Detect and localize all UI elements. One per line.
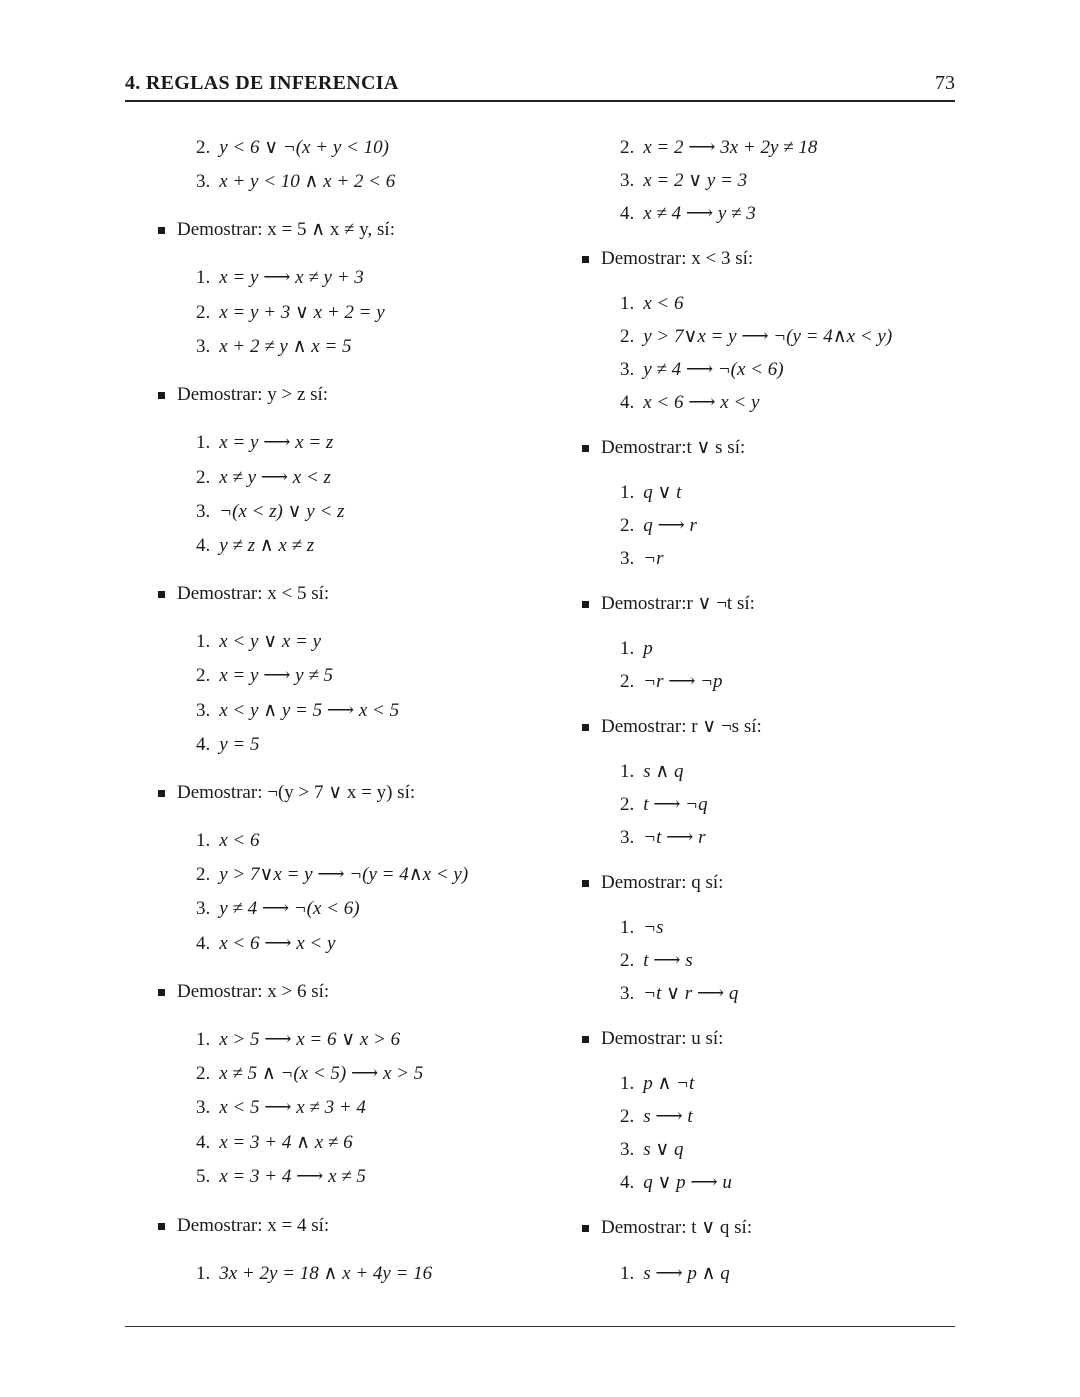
premise-formula: 3x + 2y = 18 ∧ x + 4y = 16 — [219, 1263, 433, 1284]
page-number: 73 — [935, 72, 955, 94]
premise-formula: s ⟶ t — [643, 1106, 693, 1127]
premise-item — [196, 431, 333, 455]
premise-number: 1. — [196, 1029, 211, 1050]
premise-item — [620, 949, 693, 973]
premise-number: 3. — [196, 501, 211, 522]
premise-number: 2. — [620, 794, 635, 815]
premise-formula: x = 2 ⟶ 3x + 2y ≠ 18 — [643, 137, 818, 158]
premise-number: 1. — [196, 267, 211, 288]
premise-number: 4. — [196, 535, 211, 556]
premise-formula: s ∨ q — [643, 1139, 684, 1160]
premise-item — [196, 897, 360, 921]
premise-formula: q ∨ p ⟶ u — [643, 1172, 732, 1193]
premise-number: 1. — [620, 1073, 635, 1094]
heading-text: Demostrar: x < 5 sí: — [177, 583, 330, 604]
premise-formula: x ≠ y ⟶ x < z — [219, 467, 331, 488]
heading-text: Demostrar: y > z sí: — [177, 384, 329, 405]
premise-formula: y > 7∨x = y ⟶ ¬(y = 4∧x < y) — [219, 864, 469, 885]
exercise-heading — [177, 980, 329, 1004]
premise-formula: x < 6 — [219, 830, 260, 851]
premise-formula: y ≠ z ∧ x ≠ z — [219, 535, 315, 556]
premise-formula: t ⟶ s — [643, 950, 693, 971]
exercise-heading — [601, 1216, 752, 1240]
heading-text: Demostrar:t ∨ s sí: — [601, 437, 746, 458]
premise-number: 4. — [620, 392, 635, 413]
premise-number: 4. — [196, 1132, 211, 1153]
premise-number: 2. — [620, 515, 635, 536]
premise-formula: ¬t ⟶ r — [643, 827, 706, 848]
premise-formula: x = y ⟶ y ≠ 5 — [219, 665, 334, 686]
premise-number: 2. — [620, 671, 635, 692]
premise-item — [620, 670, 723, 694]
exercise-heading — [177, 582, 329, 606]
heading-text: Demostrar: x = 4 sí: — [177, 1215, 330, 1236]
heading-text: Demostrar: q sí: — [601, 872, 724, 893]
premise-formula: s ⟶ p ∧ q — [643, 1263, 730, 1284]
premise-formula: t ⟶ ¬q — [643, 794, 708, 815]
premise-number: 2. — [620, 137, 635, 158]
exercise-heading — [177, 781, 415, 805]
premise-formula: x = 3 + 4 ⟶ x ≠ 5 — [219, 1166, 366, 1187]
premise-number: 3. — [620, 983, 635, 1004]
premise-number: 1. — [620, 482, 635, 503]
bullet-icon — [582, 724, 589, 731]
premise-number: 2. — [196, 467, 211, 488]
premise-formula: x < y ∧ y = 5 ⟶ x < 5 — [219, 700, 400, 721]
premise-number: 1. — [620, 293, 635, 314]
premise-number: 1. — [620, 761, 635, 782]
exercise-heading — [601, 592, 755, 616]
premise-item — [196, 829, 260, 853]
premise-item — [196, 1131, 353, 1155]
premise-item — [620, 547, 663, 571]
bullet-icon — [158, 989, 165, 996]
exercise-heading — [601, 715, 762, 739]
premise-formula: x = y ⟶ x ≠ y + 3 — [219, 267, 364, 288]
exercise-heading — [601, 1027, 723, 1051]
bullet-icon — [582, 880, 589, 887]
premise-item — [196, 301, 385, 325]
premise-formula: x ≠ 5 ∧ ¬(x < 5) ⟶ x > 5 — [219, 1063, 424, 1084]
premise-number: 2. — [196, 1063, 211, 1084]
bullet-icon — [582, 601, 589, 608]
bullet-icon — [158, 1223, 165, 1230]
heading-text: Demostrar: x = 5 ∧ x ≠ y, sí: — [177, 219, 395, 240]
premise-formula: y = 5 — [219, 734, 260, 755]
premise-formula: x < 5 ⟶ x ≠ 3 + 4 — [219, 1097, 366, 1118]
premise-number: 1. — [196, 1263, 211, 1284]
premise-item — [620, 514, 697, 538]
premise-number: 2. — [620, 1106, 635, 1127]
premise-formula: x + y < 10 ∧ x + 2 < 6 — [219, 171, 396, 192]
premise-item — [196, 534, 314, 558]
premise-item — [620, 793, 708, 817]
premise-formula: y ≠ 4 ⟶ ¬(x < 6) — [643, 359, 784, 380]
premise-number: 1. — [620, 1263, 635, 1284]
premise-formula: x < 6 ⟶ x < y — [643, 392, 760, 413]
premise-formula: x < 6 — [643, 293, 684, 314]
heading-text: Demostrar:r ∨ ¬t sí: — [601, 593, 755, 614]
chapter-title: 4. REGLAS DE INFERENCIA — [125, 72, 399, 94]
premise-formula: ¬t ∨ r ⟶ q — [643, 983, 739, 1004]
exercise-heading — [177, 218, 395, 242]
premise-formula: x < y ∨ x = y — [219, 631, 322, 652]
premise-item — [196, 664, 333, 688]
footer-rule — [125, 1326, 955, 1327]
premise-number: 4. — [620, 203, 635, 224]
premise-item — [620, 292, 684, 316]
exercise-heading — [601, 247, 753, 271]
premise-formula: q ⟶ r — [643, 515, 697, 536]
header-rule — [125, 100, 955, 102]
premise-item — [620, 202, 756, 226]
premise-number: 1. — [620, 638, 635, 659]
premise-item — [196, 1165, 366, 1189]
premise-number: 3. — [196, 336, 211, 357]
bullet-icon — [582, 445, 589, 452]
premise-item — [620, 637, 653, 661]
premise-item — [196, 266, 364, 290]
bullet-icon — [582, 1225, 589, 1232]
premise-item — [196, 1028, 400, 1052]
premise-formula: ¬r — [643, 548, 664, 569]
premise-item — [620, 1262, 730, 1286]
premise-formula: y < 6 ∨ ¬(x + y < 10) — [219, 137, 389, 158]
heading-text: Demostrar: x > 6 sí: — [177, 981, 330, 1002]
premise-item — [620, 916, 663, 940]
premise-formula: x + 2 ≠ y ∧ x = 5 — [219, 336, 352, 357]
premise-item — [196, 136, 389, 160]
premise-formula: x ≠ 4 ⟶ y ≠ 3 — [643, 203, 756, 224]
premise-item — [620, 481, 681, 505]
premise-formula: x = y ⟶ x = z — [219, 432, 334, 453]
premise-formula: x = 3 + 4 ∧ x ≠ 6 — [219, 1132, 353, 1153]
heading-text: Demostrar: x < 3 sí: — [601, 248, 754, 269]
premise-number: 3. — [196, 898, 211, 919]
premise-number: 3. — [196, 171, 211, 192]
premise-item — [620, 760, 684, 784]
premise-item — [620, 982, 738, 1006]
premise-formula: ¬(x < z) ∨ y < z — [219, 501, 345, 522]
premise-number: 2. — [196, 864, 211, 885]
premise-formula: y > 7∨x = y ⟶ ¬(y = 4∧x < y) — [643, 326, 893, 347]
bullet-icon — [582, 1036, 589, 1043]
premise-number: 3. — [196, 1097, 211, 1118]
premise-number: 1. — [196, 432, 211, 453]
premise-number: 3. — [620, 548, 635, 569]
premise-number: 3. — [620, 170, 635, 191]
premise-item — [620, 325, 892, 349]
bullet-icon — [582, 256, 589, 263]
page-header — [125, 72, 955, 100]
premise-item — [196, 466, 331, 490]
premise-formula: ¬r ⟶ ¬p — [643, 671, 723, 692]
premise-number: 3. — [620, 827, 635, 848]
premise-item — [196, 1096, 366, 1120]
premise-item — [620, 1072, 694, 1096]
premise-formula: s ∧ q — [643, 761, 684, 782]
premise-item — [196, 1262, 432, 1286]
premise-item — [196, 863, 468, 887]
premise-number: 3. — [620, 359, 635, 380]
premise-number: 3. — [196, 700, 211, 721]
premise-item — [620, 169, 747, 193]
premise-formula: q ∨ t — [643, 482, 682, 503]
premise-item — [620, 1138, 684, 1162]
exercise-heading — [601, 436, 745, 460]
premise-number: 1. — [196, 631, 211, 652]
premise-item — [196, 733, 260, 757]
heading-text: Demostrar: u sí: — [601, 1028, 724, 1049]
bullet-icon — [158, 591, 165, 598]
premise-formula: p — [643, 638, 653, 659]
bullet-icon — [158, 227, 165, 234]
premise-item — [620, 826, 705, 850]
premise-number: 4. — [620, 1172, 635, 1193]
premise-item — [196, 170, 395, 194]
premise-item — [196, 335, 352, 359]
premise-number: 1. — [620, 917, 635, 938]
premise-number: 2. — [620, 326, 635, 347]
premise-formula: y ≠ 4 ⟶ ¬(x < 6) — [219, 898, 360, 919]
bullet-icon — [158, 790, 165, 797]
premise-number: 2. — [196, 302, 211, 323]
exercise-heading — [177, 383, 328, 407]
premise-number: 5. — [196, 1166, 211, 1187]
premise-number: 2. — [196, 665, 211, 686]
premise-formula: x < 6 ⟶ x < y — [219, 933, 336, 954]
bullet-icon — [158, 392, 165, 399]
premise-number: 1. — [196, 830, 211, 851]
premise-number: 3. — [620, 1139, 635, 1160]
premise-item — [620, 391, 759, 415]
premise-formula: p ∧ ¬t — [643, 1073, 695, 1094]
premise-item — [620, 136, 817, 160]
heading-text: Demostrar: ¬(y > 7 ∨ x = y) sí: — [177, 782, 416, 803]
premise-number: 4. — [196, 734, 211, 755]
exercise-heading — [177, 1214, 329, 1238]
premise-formula: x > 5 ⟶ x = 6 ∨ x > 6 — [219, 1029, 401, 1050]
premise-item — [196, 699, 399, 723]
heading-text: Demostrar: r ∨ ¬s sí: — [601, 716, 762, 737]
premise-item — [620, 1105, 693, 1129]
premise-number: 2. — [196, 137, 211, 158]
premise-item — [620, 1171, 732, 1195]
heading-text: Demostrar: t ∨ q sí: — [601, 1217, 753, 1238]
premise-formula: ¬s — [643, 917, 664, 938]
premise-item — [196, 1062, 423, 1086]
premise-formula: x = 2 ∨ y = 3 — [643, 170, 748, 191]
premise-item — [196, 932, 335, 956]
premise-item — [196, 500, 344, 524]
premise-item — [196, 630, 321, 654]
premise-formula: x = y + 3 ∨ x + 2 = y — [219, 302, 385, 323]
exercise-heading — [601, 871, 723, 895]
premise-item — [620, 358, 784, 382]
premise-number: 2. — [620, 950, 635, 971]
premise-number: 4. — [196, 933, 211, 954]
